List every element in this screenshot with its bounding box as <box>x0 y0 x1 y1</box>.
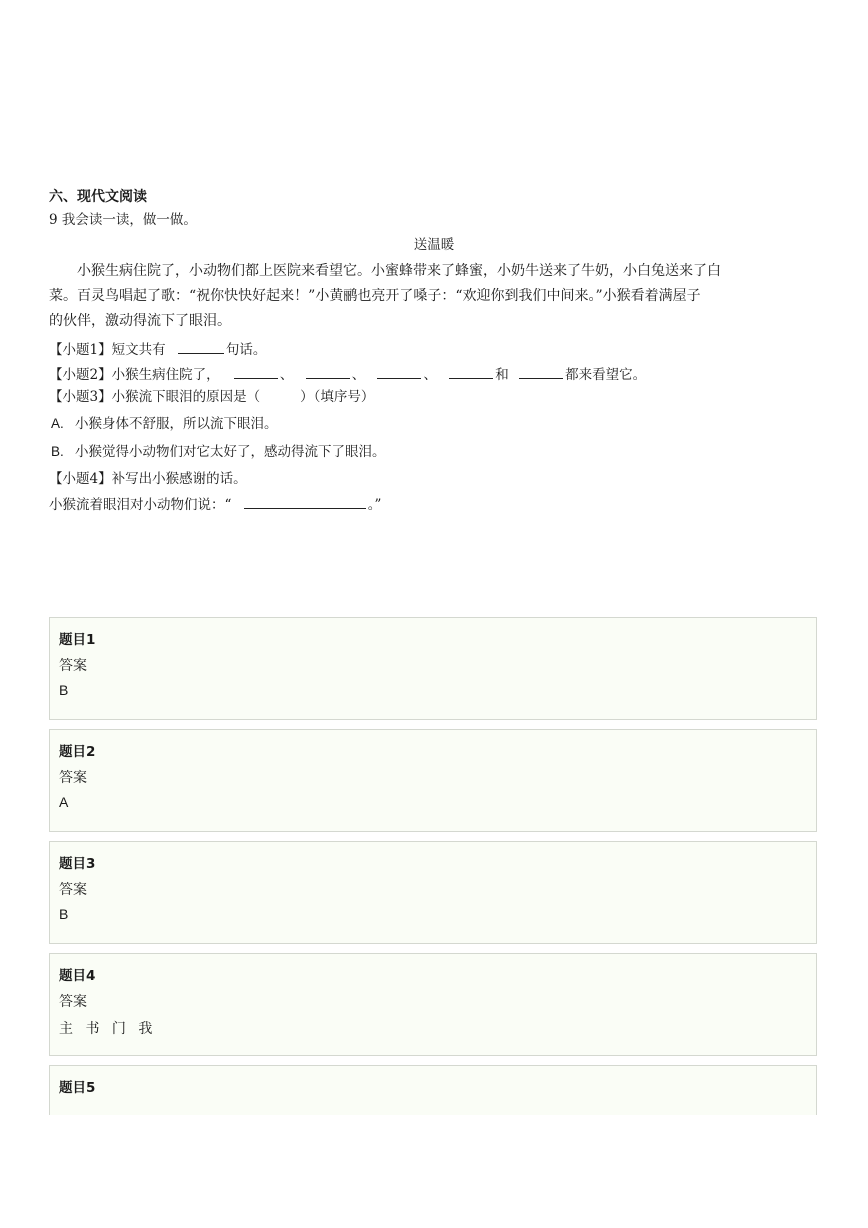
option-a-letter: A. <box>51 416 64 431</box>
answer-card-title: 题目2 <box>59 744 96 760</box>
question-3 <box>49 387 374 407</box>
q4-prefix: 小猴流着眼泪对小动物们说：“ <box>49 497 232 513</box>
answer-card-title: 题目4 <box>59 968 96 984</box>
passage-line: 的伙伴，激动得流下了眼泪。 <box>49 313 231 329</box>
q2-suffix: 都来看望它。 <box>565 367 647 383</box>
option-a-text: 小猴身体不舒服，所以流下眼泪。 <box>75 416 278 432</box>
q2-separator: 、 <box>423 367 437 383</box>
answer-value: 主 书 门 我 <box>59 1021 157 1037</box>
answer-card-2 <box>49 729 817 832</box>
answer-card-title: 题目1 <box>59 632 96 648</box>
answer-card-title: 题目3 <box>59 856 96 872</box>
q2-blank-2[interactable] <box>306 364 350 379</box>
q1-suffix: 句话。 <box>225 342 267 358</box>
q2-separator: 、 <box>279 367 294 383</box>
question-4: 【小题4】补写出小猴感谢的话。 <box>49 471 247 487</box>
q3-prefix: 【小题3】小猴流下眼泪的原因是（ <box>49 389 261 405</box>
q2-blank-1[interactable] <box>234 364 278 379</box>
q2-blank-4[interactable] <box>449 364 493 379</box>
answer-value: B <box>59 682 69 698</box>
option-b-text: 小猴觉得小动物们对它太好了，感动得流下了眼泪。 <box>75 444 386 460</box>
section-title: 六、现代文阅读 <box>49 189 147 205</box>
answer-card-3 <box>49 841 817 944</box>
question-4-fill <box>49 494 381 515</box>
passage <box>49 259 809 334</box>
q4-suffix: 。” <box>367 497 382 513</box>
q3-suffix: ）（填序号） <box>300 389 375 405</box>
option-b <box>51 442 386 462</box>
q1-prefix: 【小题1】短文共有 <box>49 342 166 358</box>
question-1 <box>49 339 266 360</box>
q2-prefix: 【小题2】小猴生病住院了， <box>49 367 220 383</box>
answer-card-title: 题目5 <box>59 1080 96 1096</box>
q2-blank-5[interactable] <box>519 364 563 379</box>
answer-card-4 <box>49 953 817 1056</box>
passage-title: 送温暖 <box>413 237 455 253</box>
answer-card-1 <box>49 617 817 720</box>
option-a <box>51 414 278 434</box>
answer-label: 答案 <box>59 994 87 1010</box>
answer-label: 答案 <box>59 882 87 898</box>
answer-label: 答案 <box>59 770 87 786</box>
answer-value: A <box>59 794 69 810</box>
option-b-letter: B. <box>51 444 64 459</box>
question-2 <box>49 364 646 385</box>
question-intro: 9 我会读一读，做一做。 <box>49 212 197 228</box>
q2-separator: 、 <box>351 367 366 383</box>
q4-blank[interactable] <box>244 494 366 509</box>
passage-line: 小猴生病住院了，小动物们都上医院来看望它。小蜜蜂带来了蜂蜜，小奶牛送来了牛奶，小白兔送来了白 <box>77 263 721 279</box>
answer-card-5 <box>49 1065 817 1115</box>
q2-blank-3[interactable] <box>377 364 421 379</box>
answer-value: B <box>59 906 69 922</box>
passage-line: 菜。百灵鸟唱起了歌：“祝你快快好起来！”小黄鹂也亮开了嗓子：“欢迎你到我们中间来。”小猴看着满屋子 <box>49 288 701 304</box>
q2-and: 和 <box>495 367 509 383</box>
answer-label: 答案 <box>59 658 87 674</box>
q1-blank[interactable] <box>178 339 224 354</box>
